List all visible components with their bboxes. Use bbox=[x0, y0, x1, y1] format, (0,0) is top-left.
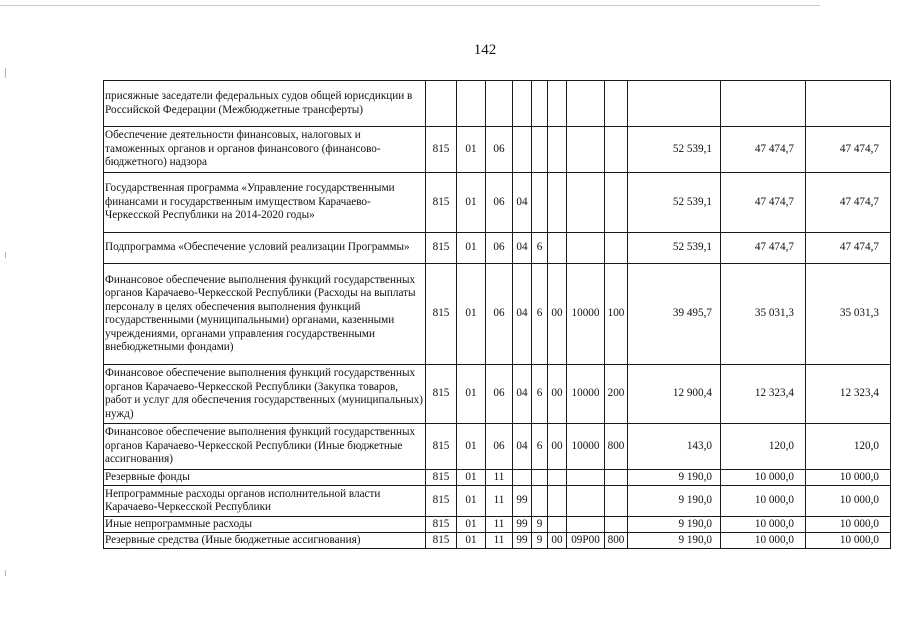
section-code: 01 bbox=[457, 517, 486, 533]
amount-year-3: 10 000,0 bbox=[806, 517, 891, 533]
target-code-part-4: 10000 bbox=[567, 424, 605, 470]
target-code-part-3: 00 bbox=[548, 533, 567, 549]
target-code-part-3 bbox=[548, 127, 567, 173]
scan-mark bbox=[5, 570, 6, 576]
amount-year-2: 10 000,0 bbox=[721, 517, 806, 533]
row-name: Иные непрограммные расходы bbox=[104, 517, 426, 533]
amount-year-2: 47 474,7 bbox=[721, 127, 806, 173]
expense-type-code bbox=[605, 127, 628, 173]
target-code-part-3: 00 bbox=[548, 365, 567, 424]
row-name: Государственная программа «Управление государственными финансами и государственным имуществом Карачаево-Черкесской Республики на 2014-2020 годы» bbox=[104, 173, 426, 233]
table-row bbox=[104, 264, 891, 365]
row-name: Подпрограмма «Обеспечение условий реализации Программы» bbox=[104, 233, 426, 264]
row-name: Финансовое обеспечение выполнения функций государственных органов Карачаево-Черкесской Республики (Иные бюджетные ассигнования) bbox=[104, 424, 426, 470]
subsection-code: 11 bbox=[486, 533, 513, 549]
expense-type-code: 800 bbox=[605, 424, 628, 470]
target-code-part-3: 00 bbox=[548, 264, 567, 365]
target-code-part-2 bbox=[532, 81, 548, 127]
amount-year-3: 47 474,7 bbox=[806, 127, 891, 173]
subsection-code: 06 bbox=[486, 233, 513, 264]
section-code: 01 bbox=[457, 173, 486, 233]
target-code-part-2: 6 bbox=[532, 233, 548, 264]
ved-code: 815 bbox=[426, 470, 457, 486]
ved-code bbox=[426, 81, 457, 127]
ved-code: 815 bbox=[426, 127, 457, 173]
subsection-code: 11 bbox=[486, 517, 513, 533]
target-code-part-3 bbox=[548, 173, 567, 233]
amount-year-1: 52 539,1 bbox=[628, 233, 721, 264]
budget-table bbox=[103, 80, 891, 549]
table-row bbox=[104, 517, 891, 533]
target-code-part-3 bbox=[548, 517, 567, 533]
ved-code: 815 bbox=[426, 533, 457, 549]
amount-year-1: 9 190,0 bbox=[628, 486, 721, 517]
row-name: Резервные средства (Иные бюджетные ассигнования) bbox=[104, 533, 426, 549]
target-code-part-1: 99 bbox=[513, 533, 532, 549]
ved-code: 815 bbox=[426, 365, 457, 424]
target-code-part-3 bbox=[548, 233, 567, 264]
section-code: 01 bbox=[457, 233, 486, 264]
section-code: 01 bbox=[457, 486, 486, 517]
target-code-part-2 bbox=[532, 127, 548, 173]
expense-type-code bbox=[605, 233, 628, 264]
target-code-part-1: 04 bbox=[513, 173, 532, 233]
amount-year-2 bbox=[721, 81, 806, 127]
amount-year-1: 9 190,0 bbox=[628, 517, 721, 533]
subsection-code: 06 bbox=[486, 365, 513, 424]
target-code-part-4 bbox=[567, 233, 605, 264]
subsection-code: 06 bbox=[486, 173, 513, 233]
target-code-part-4: 10000 bbox=[567, 365, 605, 424]
scan-mark bbox=[5, 68, 6, 78]
subsection-code: 11 bbox=[486, 470, 513, 486]
target-code-part-4 bbox=[567, 470, 605, 486]
subsection-code: 06 bbox=[486, 127, 513, 173]
target-code-part-2 bbox=[532, 173, 548, 233]
target-code-part-1: 04 bbox=[513, 264, 532, 365]
ved-code: 815 bbox=[426, 233, 457, 264]
ved-code: 815 bbox=[426, 517, 457, 533]
table-row bbox=[104, 365, 891, 424]
table-row bbox=[104, 424, 891, 470]
amount-year-2: 10 000,0 bbox=[721, 470, 806, 486]
amount-year-3: 10 000,0 bbox=[806, 533, 891, 549]
target-code-part-2 bbox=[532, 470, 548, 486]
row-name: Финансовое обеспечение выполнения функций государственных органов Карачаево-Черкесской Республики (Закупка товаров, работ и услуг для обеспечения государственных (муниципальных) нужд) bbox=[104, 365, 426, 424]
expense-type-code bbox=[605, 470, 628, 486]
target-code-part-2: 9 bbox=[532, 517, 548, 533]
target-code-part-4 bbox=[567, 173, 605, 233]
section-code: 01 bbox=[457, 365, 486, 424]
amount-year-1: 143,0 bbox=[628, 424, 721, 470]
subsection-code: 06 bbox=[486, 424, 513, 470]
amount-year-2: 47 474,7 bbox=[721, 233, 806, 264]
amount-year-1 bbox=[628, 81, 721, 127]
scan-mark bbox=[5, 252, 6, 258]
amount-year-1: 9 190,0 bbox=[628, 470, 721, 486]
amount-year-3: 10 000,0 bbox=[806, 486, 891, 517]
subsection-code bbox=[486, 81, 513, 127]
target-code-part-3: 00 bbox=[548, 424, 567, 470]
table-row bbox=[104, 81, 891, 127]
section-code bbox=[457, 81, 486, 127]
amount-year-2: 47 474,7 bbox=[721, 173, 806, 233]
amount-year-3: 12 323,4 bbox=[806, 365, 891, 424]
expense-type-code bbox=[605, 486, 628, 517]
row-name: Резервные фонды bbox=[104, 470, 426, 486]
target-code-part-1 bbox=[513, 127, 532, 173]
amount-year-3: 120,0 bbox=[806, 424, 891, 470]
target-code-part-1 bbox=[513, 470, 532, 486]
subsection-code: 06 bbox=[486, 264, 513, 365]
target-code-part-4 bbox=[567, 486, 605, 517]
target-code-part-3 bbox=[548, 470, 567, 486]
amount-year-2: 120,0 bbox=[721, 424, 806, 470]
amount-year-1: 9 190,0 bbox=[628, 533, 721, 549]
subsection-code: 11 bbox=[486, 486, 513, 517]
row-name: Обеспечение деятельности финансовых, налоговых и таможенных органов и органов финансового (финансово-бюджетного) надзора bbox=[104, 127, 426, 173]
table-row bbox=[104, 533, 891, 549]
row-name: присяжные заседатели федеральных судов общей юрисдикции в Российской Федерации (Межбюджетные трансферты) bbox=[104, 81, 426, 127]
expense-type-code: 800 bbox=[605, 533, 628, 549]
section-code: 01 bbox=[457, 127, 486, 173]
amount-year-3: 10 000,0 bbox=[806, 470, 891, 486]
target-code-part-1 bbox=[513, 81, 532, 127]
amount-year-2: 10 000,0 bbox=[721, 486, 806, 517]
target-code-part-3 bbox=[548, 81, 567, 127]
table-row bbox=[104, 470, 891, 486]
ved-code: 815 bbox=[426, 264, 457, 365]
target-code-part-1: 04 bbox=[513, 233, 532, 264]
target-code-part-4: 09Р00 bbox=[567, 533, 605, 549]
table-row bbox=[104, 233, 891, 264]
amount-year-3: 47 474,7 bbox=[806, 233, 891, 264]
amount-year-3: 35 031,3 bbox=[806, 264, 891, 365]
expense-type-code bbox=[605, 517, 628, 533]
target-code-part-2: 9 bbox=[532, 533, 548, 549]
target-code-part-1: 99 bbox=[513, 517, 532, 533]
target-code-part-4 bbox=[567, 81, 605, 127]
amount-year-1: 12 900,4 bbox=[628, 365, 721, 424]
section-code: 01 bbox=[457, 533, 486, 549]
page-number: 142 bbox=[473, 42, 497, 58]
expense-type-code bbox=[605, 173, 628, 233]
target-code-part-3 bbox=[548, 486, 567, 517]
amount-year-1: 52 539,1 bbox=[628, 127, 721, 173]
table-row bbox=[104, 486, 891, 517]
target-code-part-1: 04 bbox=[513, 424, 532, 470]
amount-year-2: 12 323,4 bbox=[721, 365, 806, 424]
amount-year-3 bbox=[806, 81, 891, 127]
ved-code: 815 bbox=[426, 424, 457, 470]
section-code: 01 bbox=[457, 470, 486, 486]
amount-year-1: 52 539,1 bbox=[628, 173, 721, 233]
amount-year-1: 39 495,7 bbox=[628, 264, 721, 365]
table-row bbox=[104, 173, 891, 233]
target-code-part-2: 6 bbox=[532, 264, 548, 365]
target-code-part-2: 6 bbox=[532, 424, 548, 470]
ved-code: 815 bbox=[426, 173, 457, 233]
amount-year-2: 35 031,3 bbox=[721, 264, 806, 365]
target-code-part-2 bbox=[532, 486, 548, 517]
ved-code: 815 bbox=[426, 486, 457, 517]
section-code: 01 bbox=[457, 264, 486, 365]
top-rule bbox=[0, 5, 820, 6]
row-name: Непрограммные расходы органов исполнительной власти Карачаево-Черкесской Республики bbox=[104, 486, 426, 517]
expense-type-code: 100 bbox=[605, 264, 628, 365]
amount-year-2: 10 000,0 bbox=[721, 533, 806, 549]
target-code-part-2: 6 bbox=[532, 365, 548, 424]
target-code-part-4: 10000 bbox=[567, 264, 605, 365]
target-code-part-1: 04 bbox=[513, 365, 532, 424]
section-code: 01 bbox=[457, 424, 486, 470]
target-code-part-1: 99 bbox=[513, 486, 532, 517]
expense-type-code bbox=[605, 81, 628, 127]
row-name: Финансовое обеспечение выполнения функций государственных органов Карачаево-Черкесской Республики (Расходы на выплаты персоналу в целях обеспечения выполнения функций государственными (муниципальными) органами, казенными учреждениями, органами управления государственными внебюджетными фондами) bbox=[104, 264, 426, 365]
target-code-part-4 bbox=[567, 517, 605, 533]
amount-year-3: 47 474,7 bbox=[806, 173, 891, 233]
target-code-part-4 bbox=[567, 127, 605, 173]
expense-type-code: 200 bbox=[605, 365, 628, 424]
table-row bbox=[104, 127, 891, 173]
